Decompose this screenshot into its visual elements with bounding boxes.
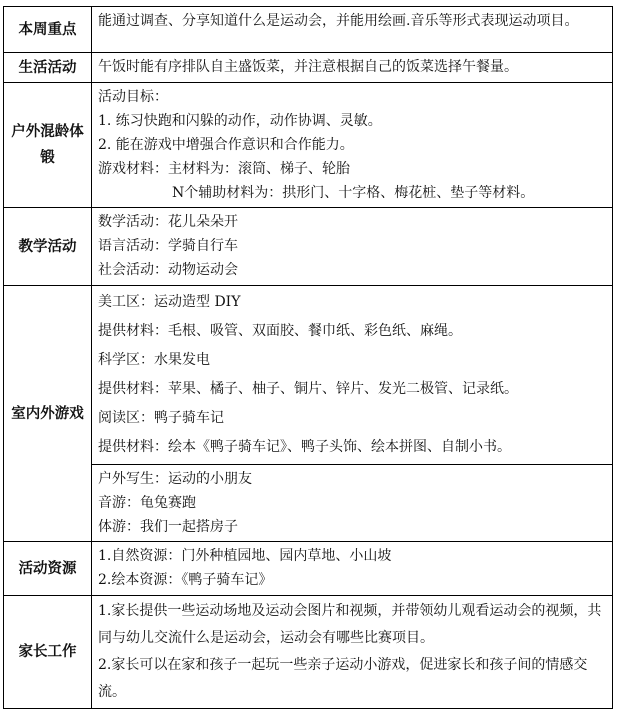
content-focus	[92, 7, 613, 53]
games-line: 户外写生：运动的小朋友	[98, 471, 252, 487]
teaching-line: 语言活动：学骑自行车	[98, 238, 238, 254]
outdoor-line: 2. 能在游戏中增强合作意识和合作能力。	[98, 137, 354, 153]
row-resources	[4, 542, 613, 596]
label-parents: 家长工作	[4, 596, 92, 709]
games-line: 音游：龟兔赛跑	[98, 495, 196, 511]
row-games	[4, 286, 613, 542]
label-teaching: 教学活动	[4, 208, 92, 286]
outdoor-games	[92, 464, 612, 539]
label-outdoor: 户外混龄体锻	[4, 83, 92, 208]
parents-paragraph: 2.家长可以在家和孩子一起玩一些亲子运动小游戏，促进家长和孩子间的情感交流。	[98, 657, 588, 700]
games-line: 阅读区：鸭子骑车记	[98, 410, 224, 426]
label-games: 室内外游戏	[4, 286, 92, 542]
games-line: 科学区：水果发电	[98, 352, 210, 368]
weekly-plan-table	[3, 6, 613, 709]
label-resources: 活动资源	[4, 542, 92, 596]
content-outdoor	[92, 83, 613, 208]
content-games	[92, 286, 613, 542]
row-life	[4, 53, 613, 83]
focus-text: 能通过调查、分享知道什么是运动会，并能用绘画.音乐等形式表现运动项目。	[98, 13, 579, 29]
outdoor-line: N个辅助材料为：拱形门、十字格、梅花桩、垫子等材料。	[172, 185, 535, 201]
content-resources	[92, 542, 613, 596]
outdoor-line: 游戏材料：主材料为：滚筒、梯子、轮胎	[98, 161, 350, 177]
games-line: 提供材料：毛根、吸管、双面胶、餐巾纸、彩色纸、麻绳。	[98, 323, 462, 339]
content-parents	[92, 596, 613, 709]
games-line: 体游：我们一起搭房子	[98, 519, 238, 535]
row-outdoor	[4, 83, 613, 208]
teaching-line: 数学活动：花儿朵朵开	[98, 214, 238, 230]
content-teaching	[92, 208, 613, 286]
resources-line: 1.自然资源：门外种植园地、园内草地、小山坡	[98, 548, 392, 564]
row-parents	[4, 596, 613, 709]
outdoor-line: 1. 练习快跑和闪躲的动作，动作协调、灵敏。	[98, 113, 382, 129]
row-teaching	[4, 208, 613, 286]
outdoor-line: 活动目标：	[98, 89, 168, 105]
label-focus: 本周重点	[4, 7, 92, 53]
games-line: 提供材料：苹果、橘子、柚子、铜片、锌片、发光二极管、记录纸。	[98, 381, 518, 397]
indoor-games	[98, 288, 606, 462]
teaching-line: 社会活动：动物运动会	[98, 262, 238, 278]
games-line: 提供材料：绘本《鸭子骑车记》、鸭子头饰、绘本拼图、自制小书。	[98, 439, 511, 455]
life-text: 午饭时能有序排队自主盛饭菜，并注意根据自己的饭菜选择午餐量。	[98, 59, 518, 75]
content-life	[92, 53, 613, 83]
games-line: 美工区：运动造型 DIY	[98, 294, 241, 310]
label-life: 生活活动	[4, 53, 92, 83]
row-focus	[4, 7, 613, 53]
resources-line: 2.绘本资源：《鸭子骑车记》	[98, 572, 273, 588]
parents-paragraph: 1.家长提供一些运动场地及运动会图片和视频，并带领幼儿观看运动会的视频，共同与幼儿交流什么是运动会，运动会有哪些比赛项目。	[98, 603, 602, 646]
